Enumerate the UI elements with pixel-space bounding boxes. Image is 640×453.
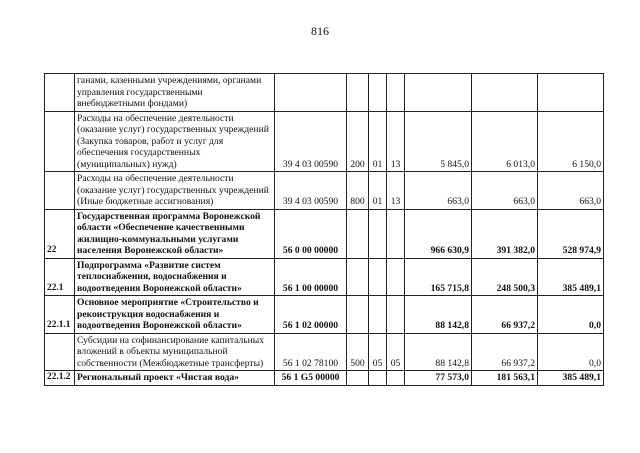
row-amount-2: 181 563,1 [472, 371, 538, 386]
row-expense-type: 200 [347, 111, 369, 172]
row-amount-1: 165 715,8 [405, 258, 472, 296]
row-amount-1 [405, 74, 472, 112]
row-section [369, 296, 387, 334]
budget-table [44, 73, 604, 386]
row-amount-2: 6 013,0 [472, 111, 538, 172]
row-section [369, 74, 387, 112]
row-number: 22.1 [45, 258, 75, 296]
row-name: Расходы на обеспечение деятельности (оказание услуг) государственных учреждений (Иные бюджетные ассигнования) [75, 172, 275, 210]
row-amount-3: 0,0 [538, 296, 604, 334]
row-code: 56 1 G5 00000 [275, 371, 347, 386]
row-expense-type [347, 258, 369, 296]
row-name: Региональный проект «Чистая вода» [75, 371, 275, 386]
row-name: Государственная программа Воронежской области «Обеспечение качественными жилищно-коммунальными услугами населения Воронежской области» [75, 209, 275, 258]
row-code: 56 1 02 00000 [275, 296, 347, 334]
row-name: Подпрограмма «Развитие систем теплоснабжения, водоснабжения и водоотведения Воронежской области» [75, 258, 275, 296]
row-amount-1: 88 142,8 [405, 333, 472, 371]
row-number [45, 172, 75, 210]
row-expense-type [347, 209, 369, 258]
row-amount-3: 385 489,1 [538, 371, 604, 386]
row-amount-2: 66 937,2 [472, 296, 538, 334]
row-name: Расходы на обеспечение деятельности (оказание услуг) государственных учреждений (Закупка товаров, работ и услуг для обеспечения государственных (муниципальных) нужд) [75, 111, 275, 172]
row-amount-2 [472, 74, 538, 112]
row-amount-2: 663,0 [472, 172, 538, 210]
row-amount-2: 66 937,2 [472, 333, 538, 371]
row-subsection [387, 258, 405, 296]
row-amount-3: 6 150,0 [538, 111, 604, 172]
row-subsection: 13 [387, 172, 405, 210]
table-row [45, 111, 604, 172]
row-code: 56 0 00 00000 [275, 209, 347, 258]
row-expense-type [347, 371, 369, 386]
table-row [45, 333, 604, 371]
table-row [45, 172, 604, 210]
row-section [369, 209, 387, 258]
table-row [45, 209, 604, 258]
table-row [45, 74, 604, 112]
row-code: 39 4 03 00590 [275, 172, 347, 210]
row-amount-1: 5 845,0 [405, 111, 472, 172]
table-row [45, 371, 604, 386]
row-amount-1: 966 630,9 [405, 209, 472, 258]
row-code [275, 74, 347, 112]
row-expense-type: 800 [347, 172, 369, 210]
row-expense-type [347, 296, 369, 334]
row-section [369, 258, 387, 296]
row-subsection: 05 [387, 333, 405, 371]
row-subsection [387, 74, 405, 112]
row-number: 22 [45, 209, 75, 258]
row-subsection [387, 371, 405, 386]
row-subsection [387, 209, 405, 258]
row-amount-3: 385 489,1 [538, 258, 604, 296]
row-amount-3 [538, 74, 604, 112]
row-name: Основное мероприятие «Строительство и реконструкция водоснабжения и водоотведения Воронежской области» [75, 296, 275, 334]
row-section: 01 [369, 111, 387, 172]
row-section [369, 371, 387, 386]
row-number [45, 111, 75, 172]
row-name: Субсидии на софинансирование капитальных вложений в объекты муниципальной собственности (Межбюджетные трансферты) [75, 333, 275, 371]
row-amount-1: 663,0 [405, 172, 472, 210]
row-amount-3: 528 974,9 [538, 209, 604, 258]
row-name: ганами, казенными учреждениями, органами управления государственными внебюджетными фондами) [75, 74, 275, 112]
row-number: 22.1.1 [45, 296, 75, 334]
row-section: 05 [369, 333, 387, 371]
row-code: 39 4 03 00590 [275, 111, 347, 172]
row-expense-type: 500 [347, 333, 369, 371]
row-amount-2: 391 382,0 [472, 209, 538, 258]
row-code: 56 1 00 00000 [275, 258, 347, 296]
row-amount-2: 248 500,3 [472, 258, 538, 296]
row-amount-1: 88 142,8 [405, 296, 472, 334]
row-amount-1: 77 573,0 [405, 371, 472, 386]
row-amount-3: 0,0 [538, 333, 604, 371]
row-expense-type [347, 74, 369, 112]
row-subsection: 13 [387, 111, 405, 172]
row-subsection [387, 296, 405, 334]
row-number [45, 333, 75, 371]
table-row [45, 258, 604, 296]
row-section: 01 [369, 172, 387, 210]
row-number: 22.1.2 [45, 371, 75, 386]
row-code: 56 1 02 78100 [275, 333, 347, 371]
page-number: 816 [311, 24, 329, 38]
table-row [45, 296, 604, 334]
row-number [45, 74, 75, 112]
row-amount-3: 663,0 [538, 172, 604, 210]
